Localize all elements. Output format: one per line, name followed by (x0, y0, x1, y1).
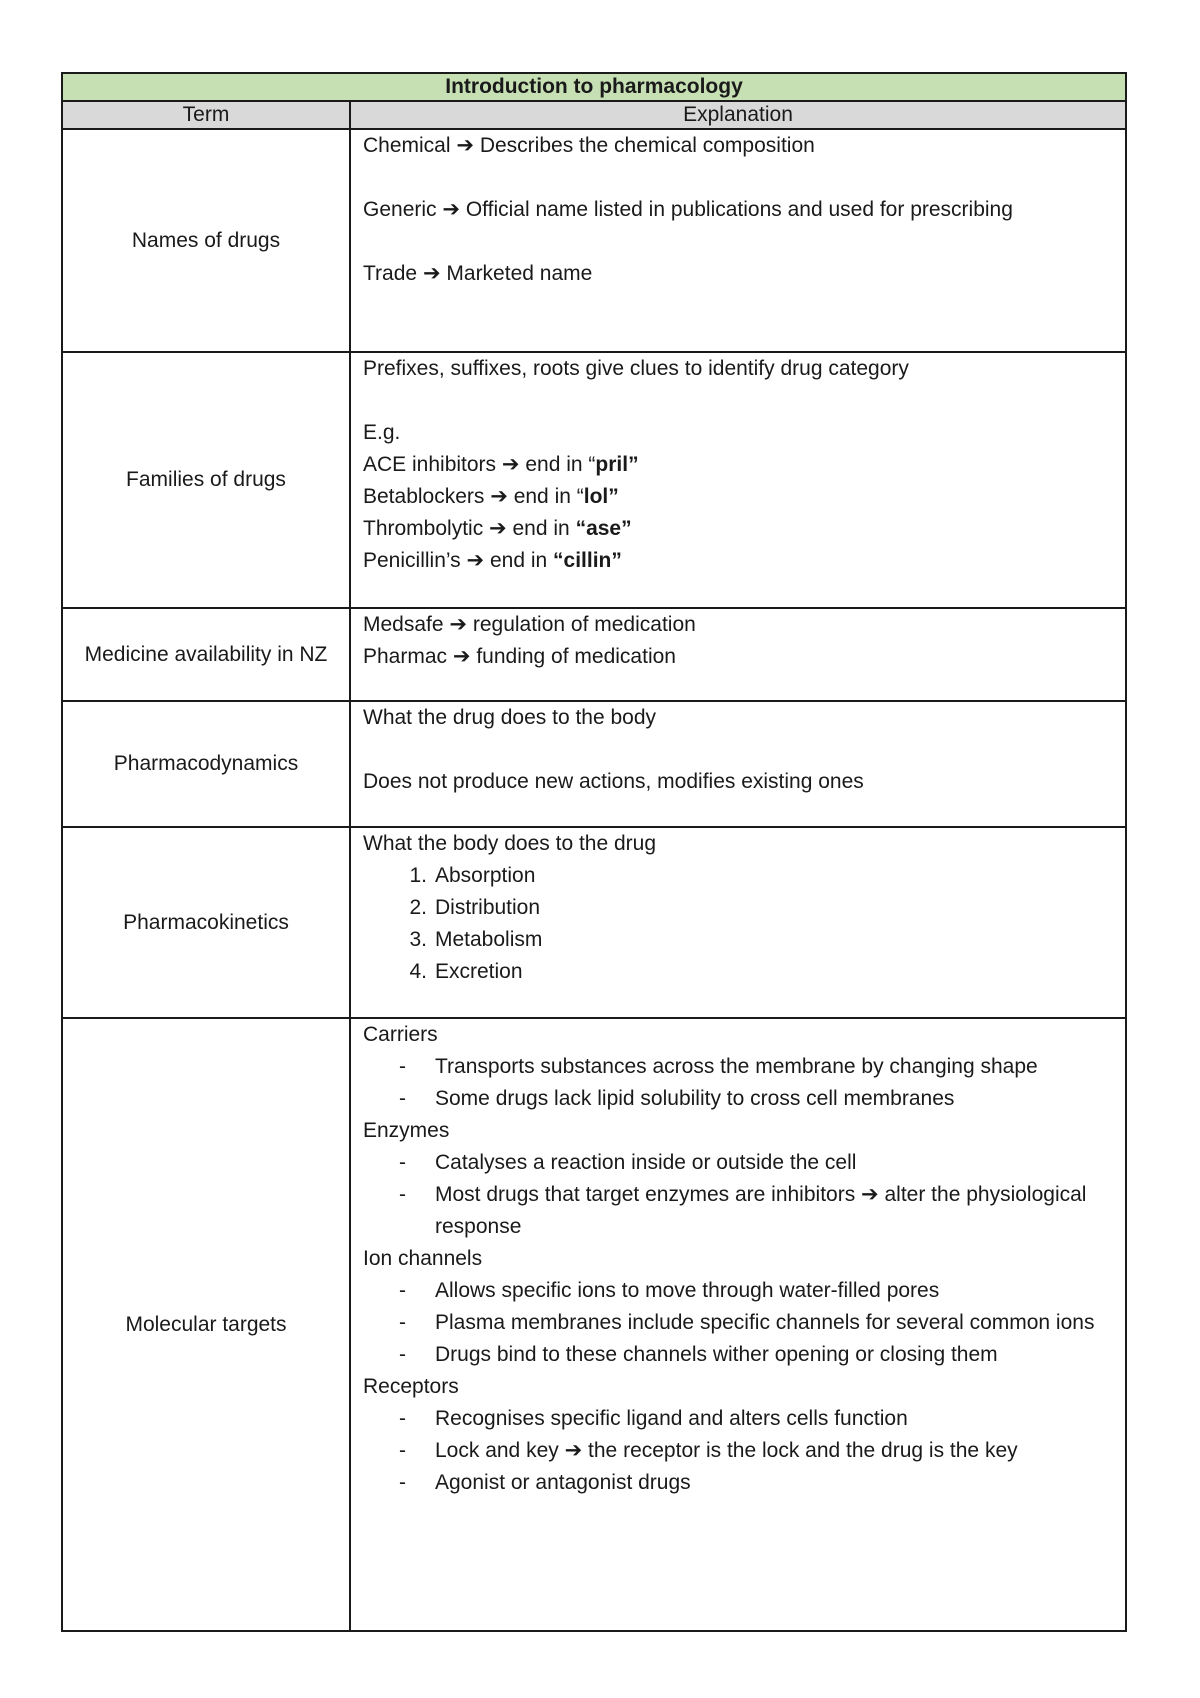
arrow-icon: ➔ (564, 1439, 583, 1462)
eg-label: E.g. (363, 421, 401, 444)
families-intro: Prefixes, suffixes, roots give clues to identify drug category (363, 357, 909, 380)
enzymes-list (363, 1147, 1115, 1243)
term-cell: Pharmacodynamics (62, 701, 350, 827)
arrow-icon: ➔ (442, 198, 460, 221)
chemical-line: Chemical ➔ Describes the chemical composition (363, 134, 815, 157)
medsafe-line: Medsafe ➔ regulation of medication (363, 613, 696, 636)
list-item: - Agonist or antagonist drugs (399, 1471, 691, 1494)
explanation-cell (350, 827, 1126, 1018)
explanation-cell (350, 1018, 1126, 1631)
generic-line: Generic ➔ Official name listed in publications and used for prescribing (363, 198, 1013, 221)
column-header-term: Term (62, 101, 350, 129)
list-item: - Some drugs lack lipid solubility to cross cell membranes (399, 1087, 955, 1110)
arrow-icon: ➔ (456, 134, 474, 157)
receptors-list (363, 1403, 1115, 1499)
list-item: - Recognises specific ligand and alters cells function (399, 1407, 908, 1430)
list-item: - Lock and key ➔ the receptor is the lock and the drug is the key (399, 1439, 1018, 1462)
section-heading: Enzymes (363, 1119, 450, 1142)
explanation-cell (350, 701, 1126, 827)
arrow-icon: ➔ (489, 517, 507, 540)
family-item: Thrombolytic ➔ end in “ase” (363, 517, 632, 540)
term-cell: Families of drugs (62, 352, 350, 608)
family-item: Penicillin’s ➔ end in “cillin” (363, 549, 622, 572)
table-title: Introduction to pharmacology (62, 73, 1126, 101)
arrow-icon: ➔ (422, 262, 441, 285)
list-item: 3. Metabolism (409, 928, 543, 951)
list-item: - Drugs bind to these channels wither opening or closing them (399, 1343, 998, 1366)
explanation-cell (350, 352, 1126, 608)
carriers-list (363, 1051, 1115, 1115)
ion-channels-list (363, 1275, 1115, 1371)
list-item: - Most drugs that target enzymes are inhibitors ➔ alter the physiological response (399, 1183, 1087, 1238)
term-cell: Pharmacokinetics (62, 827, 350, 1018)
section-heading: Ion channels (363, 1247, 483, 1270)
term-cell: Medicine availability in NZ (62, 608, 350, 701)
pharmacology-table (61, 72, 1127, 1632)
list-item: - Catalyses a reaction inside or outside the cell (399, 1151, 857, 1174)
list-item: 4. Excretion (409, 960, 523, 983)
pk-steps-list (363, 860, 1115, 988)
explanation-cell (350, 129, 1126, 352)
list-item: - Plasma membranes include specific channels for several common ions (399, 1311, 1095, 1334)
pd-line: What the drug does to the body (363, 706, 657, 729)
arrow-icon: ➔ (466, 549, 485, 572)
table-row (62, 129, 1126, 352)
column-header-explanation: Explanation (350, 101, 1126, 129)
table-row (62, 827, 1126, 1018)
title-row (62, 73, 1126, 101)
section-heading: Receptors (363, 1375, 459, 1398)
arrow-icon: ➔ (501, 453, 520, 476)
arrow-icon: ➔ (861, 1183, 879, 1206)
family-item: Betablockers ➔ end in “lol” (363, 485, 619, 508)
list-item: - Allows specific ions to move through water-filled pores (399, 1279, 940, 1302)
term-cell: Molecular targets (62, 1018, 350, 1631)
family-item: ACE inhibitors ➔ end in “pril” (363, 453, 639, 476)
term-cell: Names of drugs (62, 129, 350, 352)
list-item: 2. Distribution (409, 896, 541, 919)
notes-sheet (61, 72, 1125, 1632)
table-row (62, 701, 1126, 827)
header-row (62, 101, 1126, 129)
arrow-icon: ➔ (449, 613, 467, 636)
section-heading: Carriers (363, 1023, 438, 1046)
pharmac-line: Pharmac ➔ funding of medication (363, 645, 676, 668)
arrow-icon: ➔ (490, 485, 508, 508)
pd-line: Does not produce new actions, modifies existing ones (363, 770, 864, 793)
list-item: 1. Absorption (409, 864, 536, 887)
table-row (62, 608, 1126, 701)
table-row (62, 352, 1126, 608)
arrow-icon: ➔ (452, 645, 471, 668)
table-row (62, 1018, 1126, 1631)
trade-line: Trade ➔ Marketed name (363, 262, 593, 285)
list-item: - Transports substances across the membrane by changing shape (399, 1055, 1038, 1078)
pk-intro: What the body does to the drug (363, 832, 657, 855)
explanation-cell (350, 608, 1126, 701)
